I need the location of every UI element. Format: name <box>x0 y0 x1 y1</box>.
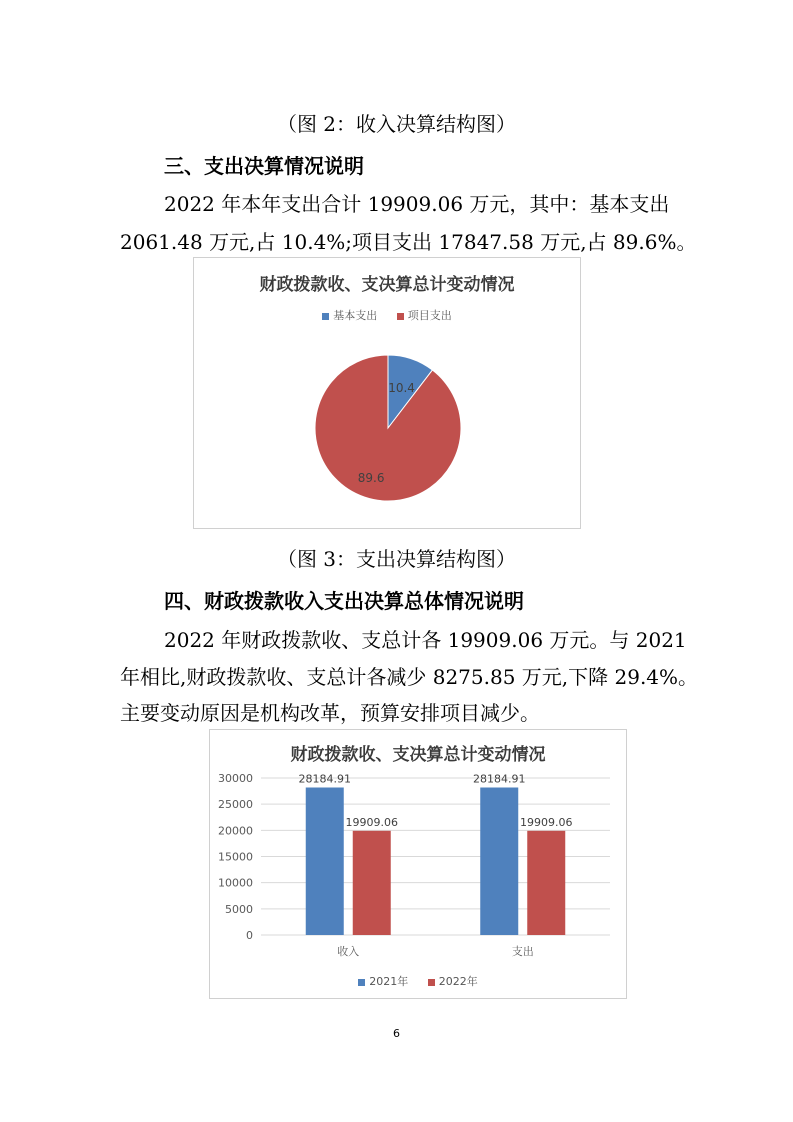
bar-data-label: 28184.91 <box>473 772 526 786</box>
section-4-paragraph-line-3: 主要变动原因是机构改革，预算安排项目减少。 <box>120 701 540 725</box>
bar-chart-legend <box>210 973 626 989</box>
bar-data-label: 19909.06 <box>345 815 398 829</box>
page-number: 6 <box>393 1027 400 1040</box>
bar-legend-label-2022: 2022年 <box>438 975 478 988</box>
section-3-paragraph-line-2: 2061.48 万元,占 10.4%;项目支出 17847.58 万元,占 89.6%。 <box>120 230 697 254</box>
bar-2021-expense <box>480 787 518 935</box>
bar-legend-item-2021 <box>358 975 408 988</box>
y-tick-label: 25000 <box>218 798 253 812</box>
bar-legend-swatch-2022 <box>428 979 435 986</box>
y-tick-label: 30000 <box>218 772 253 785</box>
pie-legend-label-project: 项目支出 <box>407 309 452 322</box>
section-3-paragraph-line-1: 2022 年本年支出合计 19909.06 万元，其中：基本支出 <box>164 192 670 216</box>
bar-chart-title: 财政拨款收、支决算总计变动情况 <box>290 745 546 765</box>
y-tick-label: 0 <box>246 929 253 942</box>
section-4-paragraph-line-2: 年相比,财政拨款收、支总计各减少 8275.85 万元,下降 29.4%。 <box>120 665 699 689</box>
section-3-heading: 三、支出决算情况说明 <box>164 154 364 178</box>
bar-2022-income <box>353 831 391 935</box>
bar-2021-income <box>306 787 344 935</box>
x-category-label: 支出 <box>511 945 534 958</box>
bar-chart-plot <box>210 730 626 998</box>
bar-legend-item-2022 <box>428 975 478 988</box>
bar-data-label: 19909.06 <box>520 815 573 829</box>
y-tick-label: 15000 <box>218 850 253 864</box>
pie-chart-title: 财政拨款收、支决算总计变动情况 <box>259 275 515 295</box>
bar-legend-label-2021: 2021年 <box>369 975 409 988</box>
x-category-label: 收入 <box>337 945 360 958</box>
bar-legend-swatch-2021 <box>358 979 365 986</box>
bar-chart <box>209 729 627 999</box>
figure-2-caption: （图 2：收入决算结构图） <box>276 112 517 136</box>
bar-data-label: 28184.91 <box>298 772 351 786</box>
pie-data-label-basic: 10.4 <box>388 380 415 395</box>
y-tick-label: 10000 <box>218 876 253 890</box>
y-tick-label: 5000 <box>225 902 253 916</box>
pie-chart <box>193 257 581 529</box>
pie-chart-plot <box>194 258 580 528</box>
bar-2022-expense <box>527 831 565 935</box>
y-tick-label: 20000 <box>218 824 253 838</box>
figure-3-caption: （图 3：支出决算结构图） <box>276 547 517 571</box>
pie-data-label-project: 89.6 <box>357 470 385 485</box>
section-4-heading: 四、财政拨款收入支出决算总体情况说明 <box>164 589 524 613</box>
pie-slice-project <box>315 355 461 501</box>
pie-legend-label-basic: 基本支出 <box>333 309 378 322</box>
section-4-paragraph-line-1: 2022 年财政拨款收、支总计各 19909.06 万元。与 2021 <box>164 628 687 652</box>
